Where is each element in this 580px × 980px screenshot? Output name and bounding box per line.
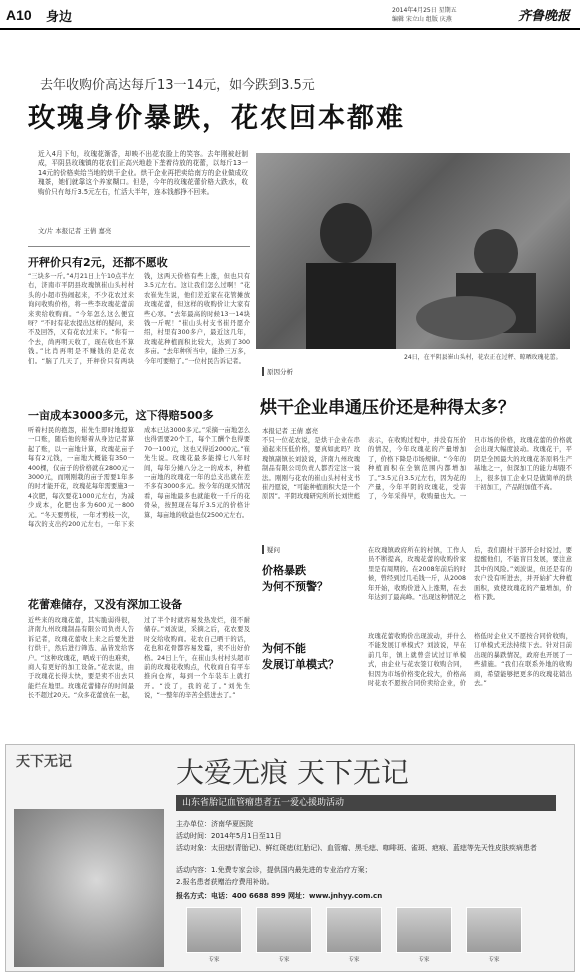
person-body xyxy=(306,263,396,349)
qa1-tag: 疑问 xyxy=(262,545,280,554)
ad-title: 大爱无痕 天下无记 xyxy=(176,756,409,789)
doctor-caption: 专家 xyxy=(488,957,500,963)
ad-line: 活动时间：2014年5月1日至11日 xyxy=(176,832,282,840)
ad-subtitle: 山东省胎记血管瘤患者五一爱心援助活动 xyxy=(176,795,556,811)
ad-line: 2.报名患者获赠治疗费用补助。 xyxy=(176,878,274,886)
analysis-body: 不只一位花农说，是烘干企业在串通起来压低价格，要真如此吗？玫瑰镇副镇长刘波说，济南九州玫瑰制品有限公司负责人都否定这一说法。刚刚与花农的崔山头村村支书崔丹愿说，“可能种植面积大是一个原因”。平阴玫瑰研究所所长刘世彪表示，在收购过程中，并没有压价的情况，今年玫瑰花的产量增加了，价格下降是市场规律。“今年的种植面积在全镇范围内都增加了。”3.5元自3.5元左右，因为花的产量，今年平阴的玫瑰花，受害了，今年采得早，收购量也大。一旦市场的价格，玫瑰花蕾的价格就会出现大幅度波动。玫瑰花干，平阴是全国最大的玫瑰花茶原料生产基地之一，但深加工的能力却跟不上，很多加工企业只是做简单的烘干初加工，产品附加值不高。 xyxy=(262,437,572,501)
qa2-title xyxy=(262,640,339,672)
headline: 玫瑰身价暴跌，花农回本都难 xyxy=(28,103,405,134)
doctor-caption: 专家 xyxy=(208,957,220,963)
kicker: 去年收购价高达每斤13一14元，如今跌到3.5元 xyxy=(40,78,315,93)
person-head xyxy=(474,229,518,277)
photo-illustration xyxy=(256,153,570,349)
doctor-photo xyxy=(256,907,312,953)
ad-line: 活动内容：1.免费专家会诊，提供国内最先进的专业治疗方案； xyxy=(176,866,372,874)
qa1-title xyxy=(262,562,328,594)
editor-text: 编辑 宋立山 组版 庆燕 xyxy=(392,16,452,23)
page-number: A10 xyxy=(6,7,32,23)
ad-line: 主办单位：济南华夏医院 xyxy=(176,820,253,828)
person-head xyxy=(320,203,372,263)
divider xyxy=(28,246,250,247)
advertisement xyxy=(5,744,575,972)
ad-line: 报名方式：电话：400 6688 899 网址：www.jnhyy.com.cn xyxy=(176,892,383,900)
ad-brand: 天下无记 xyxy=(16,754,72,770)
doctor-photo xyxy=(466,907,522,953)
qa2-body: 玫瑰花蕾收购价出现波动，并什么不能发展订单模式？刘波说，早在前几年，镇上就曾尝试过订单模式，由企业与花农签订收购合同，但因为市场价格变化较大，价格高时花农不愿按合同价卖给企业，价格低时企业又不愿按合同价收购，订单模式无法持续下去。针对目前出现的暴跌情况，政府也开展了一些措施。“我们在联系外地的收购商，希望能够把更多的玫瑰花销出去。” xyxy=(368,633,572,688)
qa1-title-line: 价格暴跌 xyxy=(262,564,306,577)
subhead-1: 开秤价只有2元，还都不愿收 xyxy=(28,256,168,269)
analysis-byline: 本报记者 王倩 嘉亮 xyxy=(262,427,319,435)
section-3-body: 近些来的玫瑰花蕾，其实脆弱得很，济南九州玫瑰制品有限公司负责人告诉记者，玫瑰花蕾收上来之后要先进行烘干，然后进行筛选、晶皆发给客户。“这种玫瑰花，晒成干的也难卖，商人有更好的加工设备。”花农说，由于玫瑰花长得太快，要是卖不出去只能烂在地里。玫瑰花蕾储存的时间最长不超过20天。“众多花蕾放在一起，过了半个时就容易发热发烂，很不耐储存。”刘波说，采摘之后，花农要及时交给收购商。花农自己晒干的话，花也和花骨都容易发霉，卖不出好价格。24日上午，在崔山头村村头超市前的玫瑰花收购点，代收商自有平车推向仓库，每到一个车装车上就打开。“没了，我的花了。”刘先生说，“一整年的辛苦全搭进去了。” xyxy=(28,617,250,700)
subhead-2: 一亩成本3000多元，这下得赔500多 xyxy=(28,409,214,422)
qa1-body: 在玫瑰镇政府所在的村镇，工作人员不断提高，玫瑰花蕾的收购价家里是有周期的。在2008年前后的时候，曾经到过几毛钱一斤，从2008年开始，收购价进入上涨期，在去年达到了最高峰。“出现这种情况之后，我们跟村干部开会时说过，要提醒他们，不能盲目发展，要注意其中的风险。”刘波说，但还是有的农户没有听进去，并开始扩大种植面积，致使玫瑰花的产量增加，价格下跌。 xyxy=(368,547,572,602)
subhead-3: 花蕾难储存，又没有深加工设备 xyxy=(28,598,182,611)
masthead xyxy=(0,0,580,30)
qa2-title-line: 为何不能 xyxy=(262,642,306,655)
baby-photo xyxy=(14,809,164,967)
analysis-tag: 原因分析 xyxy=(262,367,293,376)
doctor-photo xyxy=(326,907,382,953)
qa1-title-line: 为何不预警？ xyxy=(262,580,328,593)
newspaper-logo: 齐鲁晚报 xyxy=(518,9,571,24)
doctor-caption: 专家 xyxy=(278,957,290,963)
doctor-caption: 专家 xyxy=(348,957,360,963)
ad-line: 活动对象：太田痣(青胎记)、鲜红斑痣(红胎记)、血管瘤、黑毛痣、咖啡斑、雀斑、疤痕、蓝痣等先天性皮肤疾病患者 xyxy=(176,844,537,852)
article-byline: 文/片 本报记者 王倩 嘉亮 xyxy=(38,227,112,235)
date-text: 2014年4月25日 星期五 xyxy=(392,7,457,14)
lead-paragraph: 近入4月下旬，玫瑰花渐香，却映不出花农脸上的笑容。去年刚被赶制成，平阴县玫瑰镇的花农们正高兴地趁下垄着待放的花蕾，以每斤13一14元的价格卖给当地的烘干企业。烘干企业再把卖给南方的企业做成玫瑰茶，她们就靠这个养家糊口。但是，今年的玫瑰花蕾价格大跌水，收购价只有每斤3.5元左右，忙活大半年，连本钱都挣不回来。 xyxy=(38,150,248,196)
section-name: 身边 xyxy=(46,10,73,25)
doctor-caption: 专家 xyxy=(418,957,430,963)
doctor-photo xyxy=(396,907,452,953)
analysis-headline: 烘干企业串通压价还是种得太多？ xyxy=(260,398,515,418)
news-photo xyxy=(256,153,570,349)
rose-basket xyxy=(416,296,516,340)
section-1-body: “三块多一斤。”4月21日上午10点半左右，济南市平阴县玫瑰镇崔山头村村头的小超市热闹起来，不少花农过来询问收购价格，将一些李玫瑰花蕾前来卖给收购商。“今年怎么这么便宜呀？”不时有花农提出这样的疑问，来不及回答，又有花农过来下。“你有一个去，尚再明天收了，现在收也不算钱。”比肖再明是不赚钱的是花农们。“脑了几天了，开秤价只有两块钱，这两天价格有些上涨，但也只有3.5元左右。这让我们怎么过啊！”花农崔先生说，他们差近家在花管摊放玫瑰花蕾，但这样的收购价让大家有些心寒。“去年最高的时候13一14块钱一斤呢！”崔山头村支书崔丹愿介绍，村里有300多户，最近这几年，玫瑰花种植面积比较大，达到了300多亩。“去年种所当中，能挣三万多，今年可要赔了。”一位村民告诉记者。 xyxy=(28,273,250,365)
doctor-photo xyxy=(186,907,242,953)
photo-caption: 24日，在平阴县崔山头村，花农正在过秤、晾晒玫瑰花蕾。 xyxy=(404,354,562,361)
date-line xyxy=(392,6,457,24)
qa2-title-line: 发展订单模式？ xyxy=(262,658,339,671)
section-2-body: 听着村民的抱怨，崔先生即时地提算一口账，随后他的掰着从身边记者算起了账，以一亩地计算，玫瑰花亩子每有2元钱，一亩地大概能有350一400棵，仅亩子的价格就在2800元一3000元，而刚刚栽的亩子需要1年多的时才能开花，玫瑰花每年需要施3一4次肥，每次要花1000元左右，为减少成本，化肥也多为600元一800元。“冬天要剪枝，一年才剪枝一次，每次的支出约200元左右，一年下来成本已达3000多元。”采摘一亩地怎么也得需要20个工，每个工酬个也得要70一100元，这也又得近2000元。”崔先生说。玫瑰花最多能撑七八年时间，每年分摊八分之一的成本，种植一亩地的玫瑰花一年的总支出就在差不多有3000多元。按今年的现买情况看，每亩地最多也就能收一千斤的花骨朵，按照现在每斤3.5元的价格计算，每亩地的收益也仅2500元左右。 xyxy=(28,427,250,529)
